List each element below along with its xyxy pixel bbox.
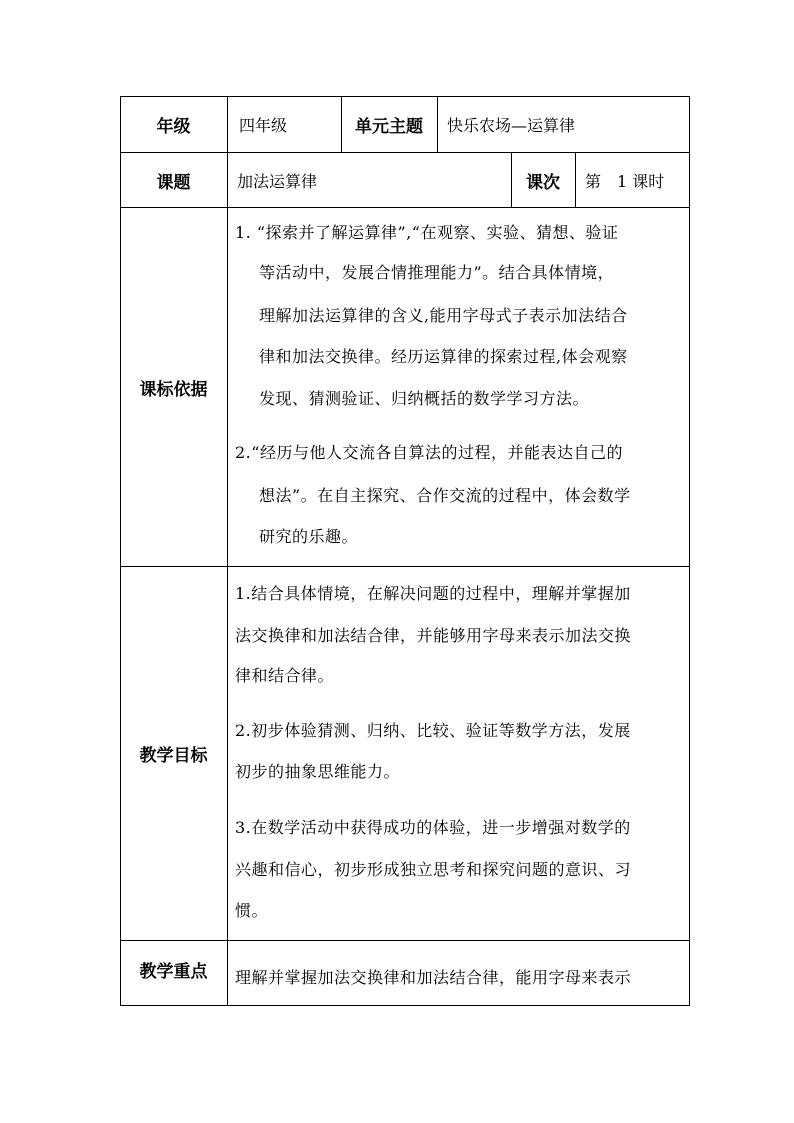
- key-points-content: [227, 941, 689, 1005]
- grade-label: 年级: [156, 117, 191, 137]
- objectives-item1-line: 律和结合律。: [235, 666, 335, 685]
- objectives-item2-line: 2.初步体验猜测、归纳、比较、验证等数学方法，发展: [235, 721, 631, 740]
- unit-value: 快乐农场—运算律: [447, 116, 576, 135]
- standards-item2-line: 研究的乐趣。: [259, 527, 359, 546]
- objectives-item3-line: 3.在数学活动中获得成功的体验，进一步增强对数学的: [235, 818, 631, 837]
- row-standards: [120, 208, 689, 566]
- objectives-item1-line: 1.结合具体情境，在解决问题的过程中，理解并掌握加: [235, 584, 631, 603]
- standards-content: [227, 208, 689, 566]
- grade-value: 四年级: [239, 116, 288, 135]
- standards-item1-line: 理解加法运算律的含义,能用字母式子表示加法结合: [259, 306, 628, 325]
- standards-item1-line: 1. “探索并了解运算律”,“在观察、实验、猜想、验证: [235, 223, 619, 242]
- table-border-bottom: [120, 1005, 690, 1006]
- objectives-item2-line: 初步的抽象思维能力。: [235, 762, 401, 781]
- objectives-item3-line: 兴趣和信心，初步形成独立思考和探究问题的意识、习: [235, 860, 632, 879]
- objectives-content: [227, 567, 689, 940]
- topic-label: 课题: [156, 172, 191, 193]
- row-topic-session: [120, 153, 689, 207]
- standards-item1-line: 发现、猜测验证、归纳概括的数学学习方法。: [259, 389, 590, 408]
- objectives-item3-line: 惯。: [235, 901, 269, 920]
- objectives-item1-line: 法交换律和加法结合律，并能够用字母来表示加法交换: [235, 626, 632, 645]
- standards-item1-line: 等活动中，发展合情推理能力”。结合具体情境，: [259, 263, 615, 282]
- standards-item2-line: 2.“经历与他人交流各自算法的过程，并能表达自己的: [235, 443, 623, 462]
- row-key-points: [120, 941, 689, 1005]
- objectives-label: 教学目标: [139, 746, 208, 766]
- row-objectives: [120, 567, 689, 940]
- key-points-text: 理解并掌握加法交换律和加法结合律，能用字母来表示: [235, 968, 632, 987]
- topic-value: 加法运算律: [237, 171, 318, 191]
- standards-label: 课标依据: [139, 379, 208, 400]
- standards-item2-line: 想法”。在自主探究、合作交流的过程中，体会数学: [259, 486, 631, 505]
- table-border-right: [689, 96, 690, 1006]
- standards-item1-line: 律和加法交换律。经历运算律的探索过程,体会观察: [259, 347, 628, 366]
- session-value: 第 1 课时: [585, 171, 665, 191]
- key-points-label: 教学重点: [139, 962, 208, 982]
- unit-label: 单元主题: [355, 117, 423, 137]
- session-label: 课次: [526, 172, 560, 193]
- row-grade-unit: [120, 97, 689, 152]
